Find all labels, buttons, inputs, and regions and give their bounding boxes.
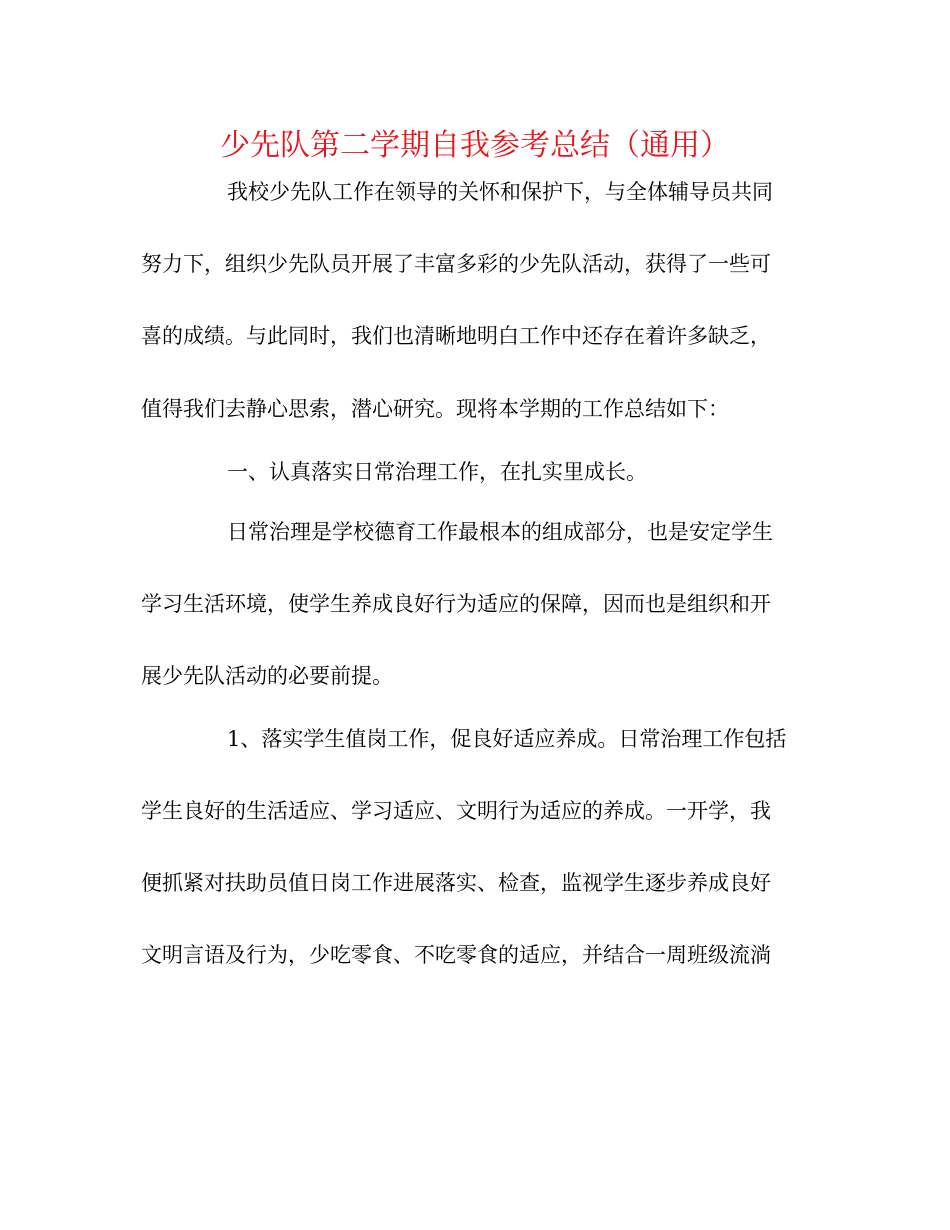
paragraph-line: 努力下，组织少先队员开展了丰富多彩的少先队活动，获得了一些可 xyxy=(141,252,771,276)
paragraph-line: 学习生活环境，使学生养成良好行为适应的保障，因而也是组织和开 xyxy=(141,592,771,616)
paragraph-line: 喜的成绩。与此同时，我们也清晰地明白工作中还存在着许多缺乏， xyxy=(141,324,771,348)
paragraph-line: 值得我们去静心思索，潜心研究。现将本学期的工作总结如下： xyxy=(141,397,729,421)
section-heading: 一、认真落实日常治理工作，在扎实里成长。 xyxy=(227,460,647,484)
paragraph-line: 文明言语及行为，少吃零食、不吃零食的适应，并结合一周班级流淌 xyxy=(141,943,771,967)
paragraph-line: 便抓紧对扶助员值日岗工作进展落实、检查，监视学生逐步养成良好 xyxy=(141,871,771,895)
paragraph-line: 我校少先队工作在领导的关怀和保护下，与全体辅导员共同 xyxy=(227,180,773,204)
paragraph-line: 日常治理是学校德育工作最根本的组成部分，也是安定学生 xyxy=(227,520,773,544)
paragraph-line: 展少先队活动的必要前提。 xyxy=(141,664,393,688)
paragraph-line: 学生良好的生活适应、学习适应、文明行为适应的养成。一开学，我 xyxy=(141,799,771,823)
paragraph-line: 1、落实学生值岗工作，促良好适应养成。日常治理工作包括 xyxy=(227,727,787,751)
document-title: 少先队第二学期自我参考总结（通用） xyxy=(220,128,730,163)
